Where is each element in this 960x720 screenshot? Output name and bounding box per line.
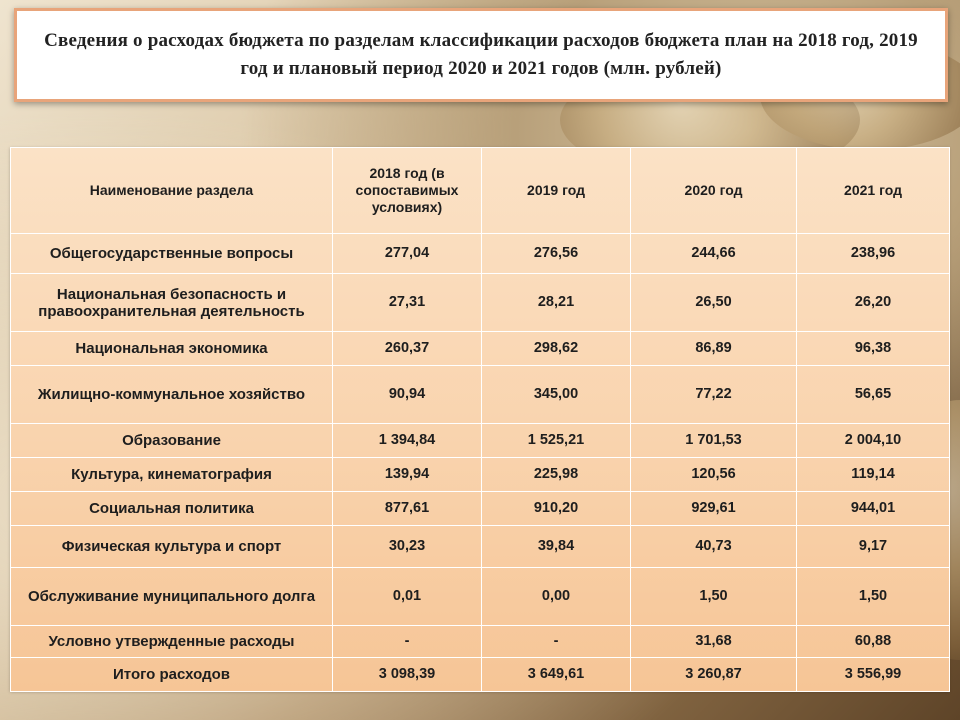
cell-2019: 276,56: [482, 234, 631, 274]
cell-2019: 3 649,61: [482, 658, 631, 692]
cell-2018: 1 394,84: [333, 424, 482, 458]
cell-2020: 244,66: [631, 234, 797, 274]
slide-title-box: [14, 8, 948, 102]
cell-2019: 298,62: [482, 332, 631, 366]
row-name: Культура, кинематография: [11, 458, 333, 492]
cell-2021: 26,20: [797, 274, 950, 332]
cell-2021: 9,17: [797, 526, 950, 568]
cell-2018: 90,94: [333, 366, 482, 424]
cell-2020: 77,22: [631, 366, 797, 424]
cell-2021: 944,01: [797, 492, 950, 526]
header-2021: 2021 год: [797, 148, 950, 234]
table-row: [11, 366, 950, 424]
row-name: Условно утвержденные расходы: [11, 626, 333, 658]
cell-2018: 277,04: [333, 234, 482, 274]
row-name: Жилищно-коммунальное хозяйство: [11, 366, 333, 424]
cell-2018: 260,37: [333, 332, 482, 366]
cell-2021: 60,88: [797, 626, 950, 658]
row-name: Общегосударственные вопросы: [11, 234, 333, 274]
cell-2018: 877,61: [333, 492, 482, 526]
cell-2019: 28,21: [482, 274, 631, 332]
cell-2019: 910,20: [482, 492, 631, 526]
cell-2020: 40,73: [631, 526, 797, 568]
budget-table: [10, 147, 950, 692]
cell-2021: 56,65: [797, 366, 950, 424]
table-row: [11, 626, 950, 658]
table-row: [11, 568, 950, 626]
cell-2020: 26,50: [631, 274, 797, 332]
cell-2021: 238,96: [797, 234, 950, 274]
cell-2018: 30,23: [333, 526, 482, 568]
cell-2021: 96,38: [797, 332, 950, 366]
cell-2019: 1 525,21: [482, 424, 631, 458]
cell-2018: 27,31: [333, 274, 482, 332]
cell-2019: 0,00: [482, 568, 631, 626]
cell-2021: 2 004,10: [797, 424, 950, 458]
row-name: Социальная политика: [11, 492, 333, 526]
table-row: [11, 332, 950, 366]
cell-2018: -: [333, 626, 482, 658]
cell-2021: 3 556,99: [797, 658, 950, 692]
cell-2020: 86,89: [631, 332, 797, 366]
header-2019: 2019 год: [482, 148, 631, 234]
cell-2020: 120,56: [631, 458, 797, 492]
header-2020: 2020 год: [631, 148, 797, 234]
row-name: Образование: [11, 424, 333, 458]
cell-2020: 929,61: [631, 492, 797, 526]
table-row: [11, 492, 950, 526]
cell-2020: 1 701,53: [631, 424, 797, 458]
cell-2019: -: [482, 626, 631, 658]
table-total-row: [11, 658, 950, 692]
table-row: [11, 424, 950, 458]
cell-2020: 3 260,87: [631, 658, 797, 692]
cell-2018: 139,94: [333, 458, 482, 492]
table-row: [11, 458, 950, 492]
table-header-row: [11, 148, 950, 234]
row-name: Итого расходов: [11, 658, 333, 692]
table-row: [11, 274, 950, 332]
cell-2020: 1,50: [631, 568, 797, 626]
cell-2019: 225,98: [482, 458, 631, 492]
cell-2019: 39,84: [482, 526, 631, 568]
cell-2018: 3 098,39: [333, 658, 482, 692]
cell-2019: 345,00: [482, 366, 631, 424]
cell-2018: 0,01: [333, 568, 482, 626]
row-name: Физическая культура и спорт: [11, 526, 333, 568]
cell-2021: 119,14: [797, 458, 950, 492]
row-name: Национальная экономика: [11, 332, 333, 366]
slide-title: Сведения о расходах бюджета по разделам классификации расходов бюджета план на 2018 год, 2019 год и плановый период 2020 и 2021 годов (млн. рублей): [44, 30, 918, 79]
cell-2021: 1,50: [797, 568, 950, 626]
header-section-name: Наименование раздела: [11, 148, 333, 234]
cell-2020: 31,68: [631, 626, 797, 658]
row-name: Национальная безопасность и правоохранительная деятельность: [11, 274, 333, 332]
row-name: Обслуживание муниципального долга: [11, 568, 333, 626]
budget-table-container: [10, 147, 949, 691]
table-row: [11, 526, 950, 568]
header-2018: 2018 год (в сопоставимых условиях): [333, 148, 482, 234]
table-row: [11, 234, 950, 274]
